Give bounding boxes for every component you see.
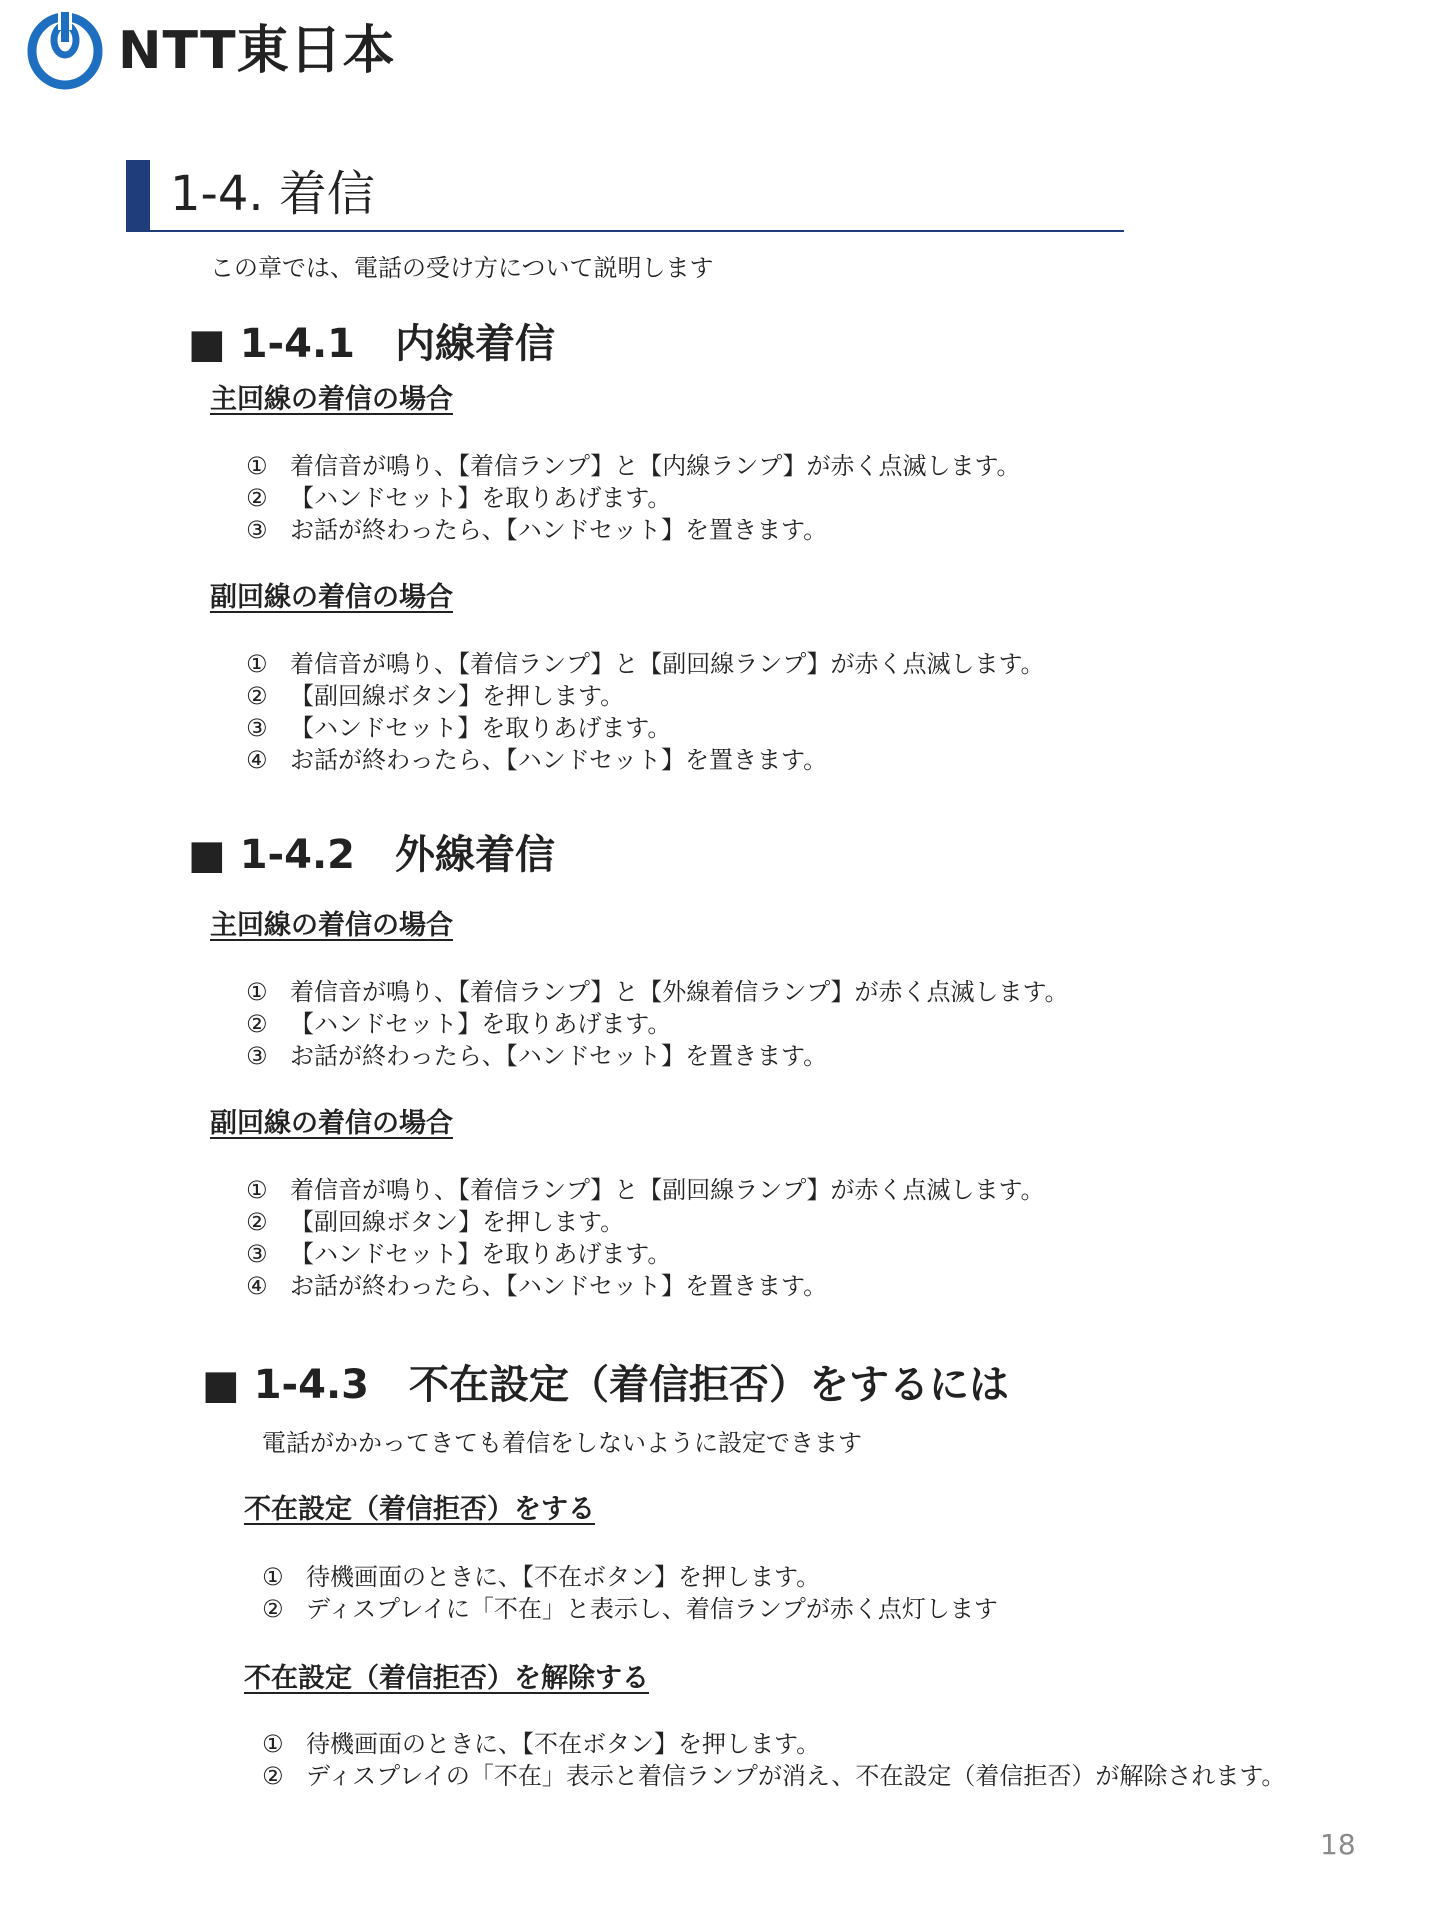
section-heading-1-4-3: ■ 1-4.3 不在設定（着信拒否）をするには: [202, 1362, 1010, 1408]
subsection-title: 主回線の着信の場合: [210, 910, 453, 941]
list-item: ③ 【ハンドセット】を取りあげます。: [246, 1240, 672, 1268]
subsection-title: 副回線の着信の場合: [210, 582, 453, 613]
section-heading-1-4-2: ■ 1-4.2 外線着信: [188, 832, 556, 878]
list-item: ① 着信音が鳴り、【着信ランプ】と【副回線ランプ】が赤く点滅します。: [246, 650, 1045, 678]
list-item: ③ お話が終わったら、【ハンドセット】を置きます。: [246, 1042, 828, 1070]
ntt-circle-logo-icon: [26, 10, 104, 92]
list-item: ① 着信音が鳴り、【着信ランプ】と【内線ランプ】が赤く点滅します。: [246, 452, 1021, 480]
section-heading-1-4-1: ■ 1-4.1 内線着信: [188, 321, 556, 367]
page-number: 18: [1320, 1828, 1356, 1861]
list-item: ③ 【ハンドセット】を取りあげます。: [246, 714, 672, 742]
chapter-header: [126, 160, 1126, 232]
ntt-logo: [26, 10, 396, 92]
subsection-title: 不在設定（着信拒否）を解除する: [244, 1663, 649, 1694]
subsection-title: 主回線の着信の場合: [210, 384, 453, 415]
subsection-title: 不在設定（着信拒否）をする: [244, 1494, 595, 1525]
chapter-accent-bar: [126, 160, 150, 232]
list-item: ② 【副回線ボタン】を押します。: [246, 682, 625, 710]
logo-text: NTT東日本: [118, 21, 396, 81]
list-item: ② ディスプレイの「不在」表示と着信ランプが消え、不在設定（着信拒否）が解除されます。: [262, 1762, 1286, 1790]
chapter-underline: [150, 230, 1124, 232]
list-item: ② 【副回線ボタン】を押します。: [246, 1208, 625, 1236]
list-item: ② 【ハンドセット】を取りあげます。: [246, 484, 672, 512]
list-item: ① 着信音が鳴り、【着信ランプ】と【外線着信ランプ】が赤く点滅します。: [246, 978, 1069, 1006]
list-item: ② ディスプレイに「不在」と表示し、着信ランプが赤く点灯します: [262, 1595, 998, 1623]
list-item: ③ お話が終わったら、【ハンドセット】を置きます。: [246, 516, 828, 544]
chapter-title: 1-4. 着信: [170, 166, 375, 222]
list-item: ② 【ハンドセット】を取りあげます。: [246, 1010, 672, 1038]
list-item: ① 待機画面のときに、【不在ボタン】を押します。: [262, 1563, 821, 1591]
chapter-intro: この章では、電話の受け方について説明します: [210, 254, 714, 282]
list-item: ① 着信音が鳴り、【着信ランプ】と【副回線ランプ】が赤く点滅します。: [246, 1176, 1045, 1204]
list-item: ① 待機画面のときに、【不在ボタン】を押します。: [262, 1730, 821, 1758]
subsection-title: 副回線の着信の場合: [210, 1108, 453, 1139]
list-item: ④ お話が終わったら、【ハンドセット】を置きます。: [246, 746, 828, 774]
section-description: 電話がかかってきても着信をしないように設定できます: [262, 1429, 862, 1457]
list-item: ④ お話が終わったら、【ハンドセット】を置きます。: [246, 1272, 828, 1300]
